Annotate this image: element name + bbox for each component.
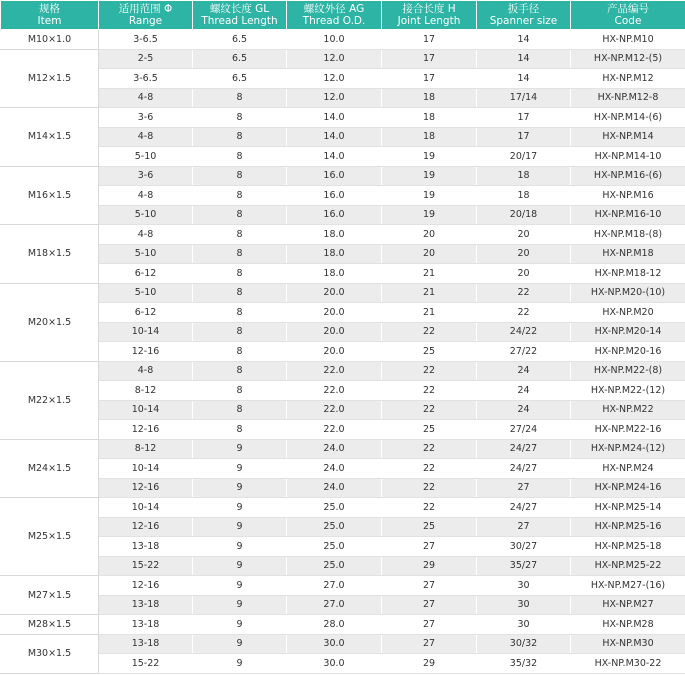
thread-od-cell: 27.0 xyxy=(287,576,382,596)
header-thread-od xyxy=(287,1,382,30)
thread-od-cell: 10.0 xyxy=(287,30,382,50)
table-row xyxy=(1,498,685,518)
joint-length-cell: 18 xyxy=(382,127,477,147)
item-cell: M20×1.5 xyxy=(1,283,99,361)
code-cell: HX-NP.M25-18 xyxy=(571,537,685,557)
joint-length-cell: 27 xyxy=(382,576,477,596)
joint-length-cell: 17 xyxy=(382,69,477,89)
joint-length-cell: 27 xyxy=(382,595,477,615)
range-cell: 4-8 xyxy=(99,88,193,108)
thread-length-cell: 8 xyxy=(193,225,287,245)
range-cell: 12-16 xyxy=(99,478,193,498)
thread-od-cell: 20.0 xyxy=(287,303,382,323)
thread-length-cell: 8 xyxy=(193,264,287,284)
spanner-size-cell: 30/27 xyxy=(477,537,571,557)
thread-length-cell: 9 xyxy=(193,537,287,557)
table-row xyxy=(1,478,685,498)
table-row xyxy=(1,361,685,381)
item-cell: M25×1.5 xyxy=(1,498,99,576)
thread-od-cell: 30.0 xyxy=(287,634,382,654)
spanner-size-cell: 17 xyxy=(477,127,571,147)
thread-od-cell: 20.0 xyxy=(287,322,382,342)
thread-length-cell: 6.5 xyxy=(193,69,287,89)
range-cell: 3-6.5 xyxy=(99,69,193,89)
table-row xyxy=(1,303,685,323)
joint-length-cell: 22 xyxy=(382,459,477,479)
joint-length-cell: 22 xyxy=(382,400,477,420)
spanner-size-cell: 17 xyxy=(477,108,571,128)
joint-length-cell: 20 xyxy=(382,225,477,245)
thread-length-cell: 8 xyxy=(193,147,287,167)
range-cell: 13-18 xyxy=(99,595,193,615)
code-cell: HX-NP.M18-(8) xyxy=(571,225,685,245)
spanner-size-cell: 22 xyxy=(477,283,571,303)
code-cell: HX-NP.M22-(8) xyxy=(571,361,685,381)
header-code-en: Code xyxy=(614,15,642,27)
joint-length-cell: 17 xyxy=(382,49,477,69)
item-cell: M30×1.5 xyxy=(1,634,99,673)
thread-od-cell: 25.0 xyxy=(287,498,382,518)
joint-length-cell: 22 xyxy=(382,498,477,518)
header-item xyxy=(1,1,99,30)
code-cell: HX-NP.M24-(12) xyxy=(571,439,685,459)
range-cell: 10-14 xyxy=(99,400,193,420)
joint-length-cell: 27 xyxy=(382,615,477,635)
table-row xyxy=(1,634,685,654)
header-spanner-size-cn: 扳手径 xyxy=(507,2,540,15)
joint-length-cell: 19 xyxy=(382,166,477,186)
spanner-size-cell: 30 xyxy=(477,576,571,596)
thread-length-cell: 8 xyxy=(193,322,287,342)
spanner-size-cell: 20/17 xyxy=(477,147,571,167)
range-cell: 2-5 xyxy=(99,49,193,69)
table-row xyxy=(1,439,685,459)
thread-length-cell: 9 xyxy=(193,654,287,674)
spanner-size-cell: 24/27 xyxy=(477,459,571,479)
range-cell: 10-14 xyxy=(99,322,193,342)
code-cell: HX-NP.M22 xyxy=(571,400,685,420)
joint-length-cell: 21 xyxy=(382,303,477,323)
thread-od-cell: 22.0 xyxy=(287,361,382,381)
header-row xyxy=(1,1,685,30)
spanner-size-cell: 24/27 xyxy=(477,439,571,459)
table-row xyxy=(1,342,685,362)
header-item-cn: 规格 xyxy=(39,2,60,15)
thread-od-cell: 24.0 xyxy=(287,478,382,498)
item-cell: M27×1.5 xyxy=(1,576,99,615)
thread-od-cell: 25.0 xyxy=(287,556,382,576)
joint-length-cell: 27 xyxy=(382,634,477,654)
range-cell: 4-8 xyxy=(99,361,193,381)
table-body xyxy=(1,30,685,674)
joint-length-cell: 19 xyxy=(382,147,477,167)
thread-length-cell: 8 xyxy=(193,342,287,362)
spanner-size-cell: 35/32 xyxy=(477,654,571,674)
thread-length-cell: 6.5 xyxy=(193,49,287,69)
item-cell: M14×1.5 xyxy=(1,108,99,167)
header-spanner-size xyxy=(477,1,571,30)
spanner-size-cell: 27/22 xyxy=(477,342,571,362)
range-cell: 5-10 xyxy=(99,147,193,167)
code-cell: HX-NP.M18-12 xyxy=(571,264,685,284)
item-cell: M28×1.5 xyxy=(1,615,99,635)
joint-length-cell: 21 xyxy=(382,264,477,284)
thread-length-cell: 8 xyxy=(193,127,287,147)
range-cell: 10-14 xyxy=(99,498,193,518)
spanner-size-cell: 30/32 xyxy=(477,634,571,654)
joint-length-cell: 18 xyxy=(382,108,477,128)
joint-length-cell: 25 xyxy=(382,342,477,362)
range-cell: 8-12 xyxy=(99,439,193,459)
table-row xyxy=(1,166,685,186)
table-row xyxy=(1,556,685,576)
code-cell: HX-NP.M20-14 xyxy=(571,322,685,342)
joint-length-cell: 27 xyxy=(382,537,477,557)
range-cell: 13-18 xyxy=(99,634,193,654)
table-row xyxy=(1,537,685,557)
spanner-size-cell: 30 xyxy=(477,595,571,615)
code-cell: HX-NP.M24-16 xyxy=(571,478,685,498)
thread-od-cell: 16.0 xyxy=(287,166,382,186)
thread-od-cell: 24.0 xyxy=(287,439,382,459)
thread-length-cell: 8 xyxy=(193,400,287,420)
code-cell: HX-NP.M22-(12) xyxy=(571,381,685,401)
table-row xyxy=(1,264,685,284)
table-row xyxy=(1,49,685,69)
code-cell: HX-NP.M12-8 xyxy=(571,88,685,108)
thread-length-cell: 8 xyxy=(193,361,287,381)
range-cell: 6-12 xyxy=(99,264,193,284)
range-cell: 6-12 xyxy=(99,303,193,323)
code-cell: HX-NP.M10 xyxy=(571,30,685,50)
thread-od-cell: 14.0 xyxy=(287,147,382,167)
joint-length-cell: 21 xyxy=(382,283,477,303)
joint-length-cell: 25 xyxy=(382,517,477,537)
thread-od-cell: 25.0 xyxy=(287,537,382,557)
code-cell: HX-NP.M30-22 xyxy=(571,654,685,674)
table-row xyxy=(1,576,685,596)
thread-od-cell: 20.0 xyxy=(287,283,382,303)
thread-od-cell: 12.0 xyxy=(287,69,382,89)
item-cell: M24×1.5 xyxy=(1,439,99,498)
spanner-size-cell: 24 xyxy=(477,381,571,401)
range-cell: 8-12 xyxy=(99,381,193,401)
item-cell: M10×1.0 xyxy=(1,30,99,50)
code-cell: HX-NP.M12 xyxy=(571,69,685,89)
thread-length-cell: 9 xyxy=(193,634,287,654)
thread-od-cell: 22.0 xyxy=(287,381,382,401)
spanner-size-cell: 14 xyxy=(477,30,571,50)
code-cell: HX-NP.M27-(16) xyxy=(571,576,685,596)
joint-length-cell: 19 xyxy=(382,205,477,225)
spanner-size-cell: 17/14 xyxy=(477,88,571,108)
thread-od-cell: 22.0 xyxy=(287,400,382,420)
table-row xyxy=(1,127,685,147)
thread-od-cell: 28.0 xyxy=(287,615,382,635)
thread-od-cell: 25.0 xyxy=(287,517,382,537)
header-code-cn: 产品编号 xyxy=(607,2,649,15)
thread-length-cell: 8 xyxy=(193,303,287,323)
thread-length-cell: 8 xyxy=(193,88,287,108)
header-spanner-size-en: Spanner size xyxy=(489,15,558,27)
header-thread-od-cn: 螺纹外径 AG xyxy=(303,2,365,15)
code-cell: HX-NP.M25-16 xyxy=(571,517,685,537)
header-range-en: Range xyxy=(128,15,163,27)
thread-od-cell: 30.0 xyxy=(287,654,382,674)
thread-length-cell: 9 xyxy=(193,576,287,596)
range-cell: 3-6 xyxy=(99,108,193,128)
range-cell: 12-16 xyxy=(99,420,193,440)
spanner-size-cell: 27/24 xyxy=(477,420,571,440)
code-cell: HX-NP.M25-22 xyxy=(571,556,685,576)
thread-od-cell: 12.0 xyxy=(287,88,382,108)
thread-od-cell: 12.0 xyxy=(287,49,382,69)
thread-length-cell: 8 xyxy=(193,381,287,401)
thread-length-cell: 9 xyxy=(193,439,287,459)
range-cell: 15-22 xyxy=(99,556,193,576)
thread-length-cell: 9 xyxy=(193,595,287,615)
joint-length-cell: 22 xyxy=(382,478,477,498)
table-row xyxy=(1,147,685,167)
spanner-size-cell: 24/22 xyxy=(477,322,571,342)
thread-length-cell: 6.5 xyxy=(193,30,287,50)
thread-length-cell: 8 xyxy=(193,108,287,128)
thread-od-cell: 14.0 xyxy=(287,108,382,128)
thread-length-cell: 9 xyxy=(193,459,287,479)
joint-length-cell: 18 xyxy=(382,88,477,108)
code-cell: HX-NP.M22-16 xyxy=(571,420,685,440)
joint-length-cell: 29 xyxy=(382,654,477,674)
thread-length-cell: 9 xyxy=(193,478,287,498)
item-cell: M22×1.5 xyxy=(1,361,99,439)
code-cell: HX-NP.M20-16 xyxy=(571,342,685,362)
table-row xyxy=(1,420,685,440)
spanner-size-cell: 14 xyxy=(477,69,571,89)
spanner-size-cell: 24 xyxy=(477,361,571,381)
range-cell: 13-18 xyxy=(99,537,193,557)
spanner-size-cell: 14 xyxy=(477,49,571,69)
spanner-size-cell: 24/27 xyxy=(477,498,571,518)
thread-od-cell: 16.0 xyxy=(287,186,382,206)
header-joint-length-cn: 接合长度 H xyxy=(402,2,456,15)
range-cell: 12-16 xyxy=(99,576,193,596)
spanner-size-cell: 35/27 xyxy=(477,556,571,576)
code-cell: HX-NP.M16-10 xyxy=(571,205,685,225)
range-cell: 3-6 xyxy=(99,166,193,186)
code-cell: HX-NP.M25-14 xyxy=(571,498,685,518)
code-cell: HX-NP.M20-(10) xyxy=(571,283,685,303)
thread-od-cell: 18.0 xyxy=(287,244,382,264)
table-row xyxy=(1,459,685,479)
code-cell: HX-NP.M14-(6) xyxy=(571,108,685,128)
header-thread-length xyxy=(193,1,287,30)
thread-od-cell: 22.0 xyxy=(287,420,382,440)
range-cell: 4-8 xyxy=(99,225,193,245)
table-row xyxy=(1,108,685,128)
thread-length-cell: 8 xyxy=(193,420,287,440)
range-cell: 15-22 xyxy=(99,654,193,674)
spanner-size-cell: 20 xyxy=(477,264,571,284)
item-cell: M18×1.5 xyxy=(1,225,99,284)
spanner-size-cell: 30 xyxy=(477,615,571,635)
code-cell: HX-NP.M28 xyxy=(571,615,685,635)
joint-length-cell: 22 xyxy=(382,381,477,401)
table-row xyxy=(1,88,685,108)
thread-length-cell: 8 xyxy=(193,186,287,206)
table-row xyxy=(1,186,685,206)
code-cell: HX-NP.M14 xyxy=(571,127,685,147)
spanner-size-cell: 20/18 xyxy=(477,205,571,225)
table-row xyxy=(1,517,685,537)
code-cell: HX-NP.M20 xyxy=(571,303,685,323)
thread-od-cell: 20.0 xyxy=(287,342,382,362)
spanner-size-cell: 20 xyxy=(477,225,571,245)
thread-length-cell: 8 xyxy=(193,205,287,225)
thread-od-cell: 18.0 xyxy=(287,225,382,245)
item-cell: M16×1.5 xyxy=(1,166,99,225)
header-thread-length-cn: 螺纹长度 GL xyxy=(209,2,270,15)
spanner-size-cell: 22 xyxy=(477,303,571,323)
thread-od-cell: 14.0 xyxy=(287,127,382,147)
thread-od-cell: 16.0 xyxy=(287,205,382,225)
code-cell: HX-NP.M12-(5) xyxy=(571,49,685,69)
thread-length-cell: 8 xyxy=(193,244,287,264)
table-row xyxy=(1,654,685,674)
joint-length-cell: 20 xyxy=(382,244,477,264)
table-row xyxy=(1,595,685,615)
joint-length-cell: 25 xyxy=(382,420,477,440)
thread-length-cell: 8 xyxy=(193,166,287,186)
joint-length-cell: 22 xyxy=(382,361,477,381)
header-range-cn: 适用范围 Φ xyxy=(118,2,173,15)
spanner-size-cell: 24 xyxy=(477,400,571,420)
header-thread-length-en: Thread Length xyxy=(201,15,278,27)
table-row xyxy=(1,615,685,635)
range-cell: 4-8 xyxy=(99,186,193,206)
thread-od-cell: 24.0 xyxy=(287,459,382,479)
header-code xyxy=(571,1,685,30)
header-joint-length-en: Joint Length xyxy=(397,15,461,27)
joint-length-cell: 29 xyxy=(382,556,477,576)
table-row xyxy=(1,322,685,342)
spanner-size-cell: 20 xyxy=(477,244,571,264)
header-thread-od-en: Thread O.D. xyxy=(302,15,366,27)
table-row xyxy=(1,381,685,401)
table-row xyxy=(1,225,685,245)
code-cell: HX-NP.M14-10 xyxy=(571,147,685,167)
thread-od-cell: 18.0 xyxy=(287,264,382,284)
thread-length-cell: 9 xyxy=(193,517,287,537)
spanner-size-cell: 27 xyxy=(477,517,571,537)
thread-length-cell: 9 xyxy=(193,615,287,635)
table-row xyxy=(1,30,685,50)
thread-length-cell: 9 xyxy=(193,556,287,576)
header-joint-length xyxy=(382,1,477,30)
table-row xyxy=(1,69,685,89)
code-cell: HX-NP.M24 xyxy=(571,459,685,479)
spanner-size-cell: 18 xyxy=(477,186,571,206)
item-cell: M12×1.5 xyxy=(1,49,99,108)
header-range xyxy=(99,1,193,30)
thread-length-cell: 9 xyxy=(193,498,287,518)
code-cell: HX-NP.M16-(6) xyxy=(571,166,685,186)
table-header xyxy=(1,1,685,30)
code-cell: HX-NP.M30 xyxy=(571,634,685,654)
header-item-en: Item xyxy=(37,15,62,27)
table-row xyxy=(1,283,685,303)
table-row xyxy=(1,205,685,225)
joint-length-cell: 19 xyxy=(382,186,477,206)
range-cell: 5-10 xyxy=(99,283,193,303)
range-cell: 12-16 xyxy=(99,517,193,537)
thread-length-cell: 8 xyxy=(193,283,287,303)
code-cell: HX-NP.M18 xyxy=(571,244,685,264)
range-cell: 10-14 xyxy=(99,459,193,479)
code-cell: HX-NP.M16 xyxy=(571,186,685,206)
table-row xyxy=(1,400,685,420)
joint-length-cell: 22 xyxy=(382,439,477,459)
thread-od-cell: 27.0 xyxy=(287,595,382,615)
joint-length-cell: 17 xyxy=(382,30,477,50)
range-cell: 13-18 xyxy=(99,615,193,635)
table-row xyxy=(1,244,685,264)
code-cell: HX-NP.M27 xyxy=(571,595,685,615)
range-cell: 4-8 xyxy=(99,127,193,147)
range-cell: 12-16 xyxy=(99,342,193,362)
spanner-size-cell: 27 xyxy=(477,478,571,498)
range-cell: 5-10 xyxy=(99,244,193,264)
range-cell: 5-10 xyxy=(99,205,193,225)
spanner-size-cell: 18 xyxy=(477,166,571,186)
joint-length-cell: 22 xyxy=(382,322,477,342)
range-cell: 3-6.5 xyxy=(99,30,193,50)
